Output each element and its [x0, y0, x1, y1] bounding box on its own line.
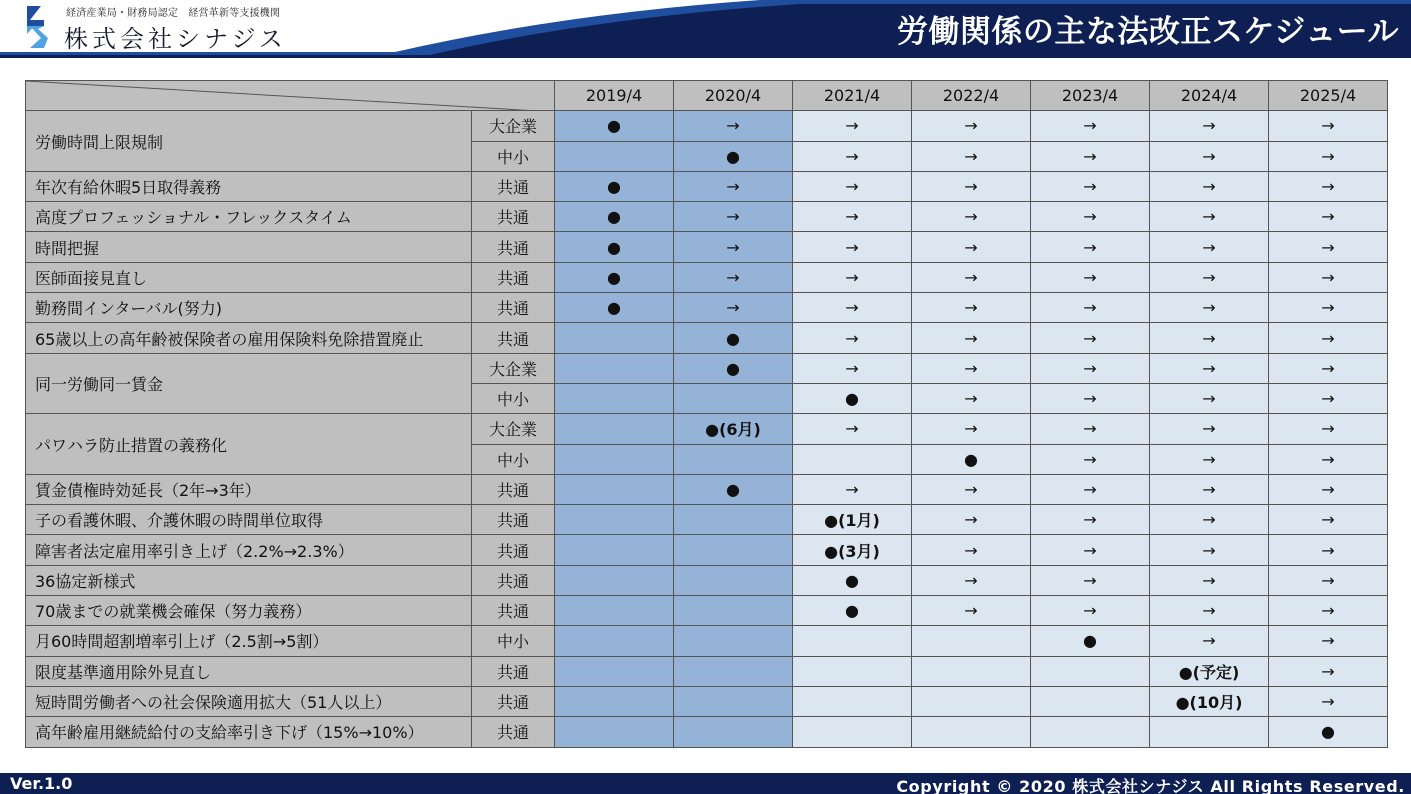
law-item-label: 勤務間インターバル(努力) — [26, 293, 472, 323]
schedule-cell-2020-4 — [674, 565, 793, 595]
schedule-cell-2021-4: ● — [793, 383, 912, 413]
schedule-cell-2023-4: → — [1031, 262, 1150, 292]
schedule-cell-2019-4 — [555, 414, 674, 444]
schedule-cell-2020-4: ● — [674, 141, 793, 171]
company-scope-label: 共通 — [472, 474, 555, 504]
law-item-label: 医師面接見直し — [26, 262, 472, 292]
law-item-label: 短時間労働者への社会保険適用拡大（51人以上） — [26, 686, 472, 716]
schedule-cell-2020-4 — [674, 505, 793, 535]
schedule-cell-2023-4: → — [1031, 111, 1150, 141]
company-scope-label: 中小 — [472, 383, 555, 413]
schedule-cell-2025-4: → — [1269, 474, 1388, 504]
schedule-cell-2021-4: → — [793, 414, 912, 444]
schedule-cell-2021-4: → — [793, 141, 912, 171]
schedule-cell-2019-4 — [555, 596, 674, 626]
schedule-cell-2024-4: → — [1150, 383, 1269, 413]
schedule-cell-2019-4 — [555, 383, 674, 413]
company-scope-label: 共通 — [472, 293, 555, 323]
schedule-cell-2025-4: → — [1269, 202, 1388, 232]
schedule-cell-2024-4: → — [1150, 111, 1269, 141]
company-scope-label: 共通 — [472, 656, 555, 686]
schedule-cell-2023-4 — [1031, 717, 1150, 747]
version-label: Ver.1.0 — [10, 774, 73, 793]
schedule-row — [26, 293, 1388, 323]
schedule-cell-2025-4: → — [1269, 505, 1388, 535]
law-item-label: 障害者法定雇用率引き上げ（2.2%→2.3%） — [26, 535, 472, 565]
company-scope-label: 共通 — [472, 505, 555, 535]
schedule-cell-2020-4: → — [674, 232, 793, 262]
schedule-cell-2021-4: ●(3月) — [793, 535, 912, 565]
schedule-row — [26, 232, 1388, 262]
schedule-cell-2024-4: ●(10月) — [1150, 686, 1269, 716]
schedule-cell-2020-4 — [674, 444, 793, 474]
law-item-label: 賃金債権時効延長（2年→3年） — [26, 474, 472, 504]
schedule-row — [26, 111, 1388, 141]
schedule-cell-2022-4: → — [912, 202, 1031, 232]
company-scope-label: 共通 — [472, 535, 555, 565]
schedule-cell-2024-4: → — [1150, 444, 1269, 474]
schedule-cell-2021-4 — [793, 444, 912, 474]
law-item-label: 時間把握 — [26, 232, 472, 262]
schedule-cell-2019-4: ● — [555, 293, 674, 323]
schedule-cell-2021-4: → — [793, 111, 912, 141]
schedule-cell-2019-4: ● — [555, 202, 674, 232]
schedule-cell-2024-4: → — [1150, 323, 1269, 353]
page-header — [0, 0, 1411, 58]
company-scope-label: 大企業 — [472, 414, 555, 444]
schedule-cell-2025-4: → — [1269, 232, 1388, 262]
schedule-row — [26, 626, 1388, 656]
year-header: 2025/4 — [1269, 81, 1388, 111]
company-logo-icon — [22, 4, 52, 52]
schedule-cell-2023-4: → — [1031, 202, 1150, 232]
page-title: 労働関係の主な法改正スケジュール — [896, 14, 1399, 50]
schedule-cell-2024-4: → — [1150, 353, 1269, 383]
schedule-cell-2021-4: ● — [793, 565, 912, 595]
schedule-cell-2025-4: → — [1269, 262, 1388, 292]
schedule-cell-2020-4: → — [674, 111, 793, 141]
schedule-cell-2019-4 — [555, 323, 674, 353]
copyright-text: Copyright © 2020 株式会社シナジス All Rights Reserved. — [896, 777, 1405, 794]
schedule-cell-2019-4 — [555, 474, 674, 504]
law-item-label: 月60時間超割増率引上げ（2.5割→5割） — [26, 626, 472, 656]
schedule-cell-2023-4: → — [1031, 535, 1150, 565]
schedule-cell-2021-4 — [793, 717, 912, 747]
schedule-cell-2020-4: → — [674, 293, 793, 323]
law-item-label: 労働時間上限規制 — [26, 111, 472, 172]
schedule-row — [26, 656, 1388, 686]
schedule-cell-2022-4: → — [912, 535, 1031, 565]
schedule-row — [26, 171, 1388, 201]
law-item-label: 同一労働同一賃金 — [26, 353, 472, 414]
schedule-cell-2020-4: → — [674, 202, 793, 232]
schedule-cell-2020-4: → — [674, 262, 793, 292]
law-item-label: 36協定新様式 — [26, 565, 472, 595]
schedule-cell-2021-4: → — [793, 232, 912, 262]
schedule-cell-2025-4: → — [1269, 293, 1388, 323]
schedule-row — [26, 353, 1388, 383]
schedule-row — [26, 505, 1388, 535]
year-header: 2024/4 — [1150, 81, 1269, 111]
schedule-cell-2021-4: → — [793, 474, 912, 504]
schedule-cell-2022-4: → — [912, 293, 1031, 323]
schedule-row — [26, 717, 1388, 747]
schedule-cell-2022-4 — [912, 686, 1031, 716]
schedule-cell-2022-4: → — [912, 474, 1031, 504]
schedule-cell-2022-4: → — [912, 171, 1031, 201]
schedule-cell-2023-4: → — [1031, 383, 1150, 413]
schedule-cell-2023-4: → — [1031, 414, 1150, 444]
company-scope-label: 大企業 — [472, 353, 555, 383]
schedule-cell-2021-4: → — [793, 353, 912, 383]
company-name: 株式会社シナジス — [64, 25, 287, 53]
year-header: 2022/4 — [912, 81, 1031, 111]
schedule-cell-2019-4 — [555, 444, 674, 474]
schedule-cell-2022-4: → — [912, 353, 1031, 383]
schedule-cell-2020-4: → — [674, 171, 793, 201]
schedule-row — [26, 323, 1388, 353]
company-scope-label: 共通 — [472, 262, 555, 292]
schedule-cell-2025-4: → — [1269, 444, 1388, 474]
company-scope-label: 共通 — [472, 686, 555, 716]
schedule-cell-2020-4: ● — [674, 353, 793, 383]
schedule-row — [26, 262, 1388, 292]
law-item-label: 高年齢雇用継続給付の支給率引き下げ（15%→10%） — [26, 717, 472, 747]
schedule-cell-2025-4: → — [1269, 686, 1388, 716]
schedule-cell-2021-4: → — [793, 293, 912, 323]
schedule-cell-2021-4 — [793, 626, 912, 656]
schedule-cell-2021-4: → — [793, 171, 912, 201]
schedule-cell-2023-4: → — [1031, 323, 1150, 353]
schedule-cell-2025-4: → — [1269, 626, 1388, 656]
year-header: 2021/4 — [793, 81, 912, 111]
company-scope-label: 共通 — [472, 565, 555, 595]
schedule-cell-2021-4: → — [793, 202, 912, 232]
schedule-cell-2022-4 — [912, 626, 1031, 656]
schedule-cell-2024-4: → — [1150, 505, 1269, 535]
law-revision-schedule-table — [25, 80, 1388, 748]
schedule-cell-2022-4 — [912, 656, 1031, 686]
schedule-cell-2019-4: ● — [555, 171, 674, 201]
schedule-cell-2019-4 — [555, 141, 674, 171]
schedule-cell-2023-4: → — [1031, 444, 1150, 474]
schedule-cell-2021-4: → — [793, 323, 912, 353]
schedule-cell-2021-4 — [793, 686, 912, 716]
schedule-cell-2022-4: → — [912, 323, 1031, 353]
schedule-cell-2025-4: → — [1269, 323, 1388, 353]
schedule-cell-2024-4: ●(予定) — [1150, 656, 1269, 686]
schedule-cell-2022-4: → — [912, 232, 1031, 262]
schedule-cell-2024-4: → — [1150, 262, 1269, 292]
corner-cell — [26, 81, 555, 111]
schedule-row — [26, 565, 1388, 595]
schedule-cell-2025-4: → — [1269, 596, 1388, 626]
company-scope-label: 共通 — [472, 717, 555, 747]
schedule-cell-2022-4: → — [912, 565, 1031, 595]
schedule-cell-2019-4 — [555, 686, 674, 716]
company-scope-label: 中小 — [472, 444, 555, 474]
company-scope-label: 中小 — [472, 626, 555, 656]
schedule-cell-2024-4: → — [1150, 626, 1269, 656]
schedule-cell-2020-4: ●(6月) — [674, 414, 793, 444]
schedule-cell-2024-4: → — [1150, 474, 1269, 504]
law-item-label: 年次有給休暇5日取得義務 — [26, 171, 472, 201]
schedule-cell-2019-4 — [555, 717, 674, 747]
schedule-cell-2021-4: ● — [793, 596, 912, 626]
schedule-cell-2020-4: ● — [674, 323, 793, 353]
schedule-row — [26, 596, 1388, 626]
schedule-cell-2022-4: → — [912, 383, 1031, 413]
schedule-cell-2022-4: → — [912, 262, 1031, 292]
year-header-row — [26, 81, 1388, 111]
schedule-cell-2024-4: → — [1150, 414, 1269, 444]
year-header: 2019/4 — [555, 81, 674, 111]
schedule-row — [26, 414, 1388, 444]
schedule-cell-2023-4: → — [1031, 232, 1150, 262]
company-scope-label: 大企業 — [472, 111, 555, 141]
schedule-cell-2019-4: ● — [555, 111, 674, 141]
schedule-cell-2020-4 — [674, 535, 793, 565]
schedule-cell-2023-4: → — [1031, 474, 1150, 504]
schedule-cell-2025-4: → — [1269, 565, 1388, 595]
schedule-cell-2024-4: → — [1150, 535, 1269, 565]
schedule-cell-2023-4: → — [1031, 565, 1150, 595]
schedule-row — [26, 474, 1388, 504]
schedule-row — [26, 202, 1388, 232]
schedule-cell-2023-4: → — [1031, 596, 1150, 626]
schedule-cell-2024-4: → — [1150, 141, 1269, 171]
schedule-cell-2020-4 — [674, 626, 793, 656]
schedule-cell-2022-4: → — [912, 141, 1031, 171]
schedule-cell-2019-4: ● — [555, 232, 674, 262]
schedule-cell-2025-4: → — [1269, 656, 1388, 686]
schedule-row — [26, 535, 1388, 565]
schedule-cell-2022-4: → — [912, 111, 1031, 141]
schedule-cell-2020-4 — [674, 383, 793, 413]
schedule-cell-2020-4 — [674, 656, 793, 686]
law-item-label: 高度プロフェッショナル・フレックスタイム — [26, 202, 472, 232]
schedule-cell-2024-4: → — [1150, 293, 1269, 323]
law-item-label: 子の看護休暇、介護休暇の時間単位取得 — [26, 505, 472, 535]
company-scope-label: 中小 — [472, 141, 555, 171]
schedule-cell-2023-4 — [1031, 686, 1150, 716]
schedule-cell-2022-4: ● — [912, 444, 1031, 474]
schedule-cell-2025-4: → — [1269, 535, 1388, 565]
schedule-cell-2021-4: → — [793, 262, 912, 292]
schedule-cell-2024-4: → — [1150, 202, 1269, 232]
diagonal-divider — [26, 81, 555, 111]
company-scope-label: 共通 — [472, 232, 555, 262]
company-scope-label: 共通 — [472, 171, 555, 201]
year-header: 2020/4 — [674, 81, 793, 111]
schedule-cell-2025-4: → — [1269, 414, 1388, 444]
schedule-cell-2019-4 — [555, 535, 674, 565]
schedule-cell-2023-4: → — [1031, 171, 1150, 201]
schedule-cell-2025-4: → — [1269, 383, 1388, 413]
schedule-cell-2025-4: → — [1269, 141, 1388, 171]
schedule-cell-2020-4 — [674, 596, 793, 626]
certification-text: 経済産業局・財務局認定 経営革新等支援機関 — [66, 8, 281, 19]
schedule-cell-2020-4 — [674, 686, 793, 716]
company-scope-label: 共通 — [472, 323, 555, 353]
schedule-cell-2020-4: ● — [674, 474, 793, 504]
schedule-cell-2025-4: → — [1269, 171, 1388, 201]
schedule-cell-2021-4 — [793, 656, 912, 686]
schedule-cell-2025-4: → — [1269, 353, 1388, 383]
schedule-cell-2023-4 — [1031, 656, 1150, 686]
page-footer — [0, 773, 1411, 794]
schedule-cell-2022-4: → — [912, 414, 1031, 444]
schedule-cell-2022-4: → — [912, 505, 1031, 535]
schedule-cell-2019-4 — [555, 656, 674, 686]
schedule-cell-2019-4: ● — [555, 262, 674, 292]
schedule-cell-2022-4 — [912, 717, 1031, 747]
law-item-label: 65歳以上の高年齢被保険者の雇用保険料免除措置廃止 — [26, 323, 472, 353]
schedule-cell-2019-4 — [555, 353, 674, 383]
company-scope-label: 共通 — [472, 596, 555, 626]
schedule-cell-2025-4: → — [1269, 111, 1388, 141]
schedule-cell-2019-4 — [555, 565, 674, 595]
schedule-cell-2024-4: → — [1150, 171, 1269, 201]
law-item-label: 70歳までの就業機会確保（努力義務） — [26, 596, 472, 626]
law-item-label: 限度基準適用除外見直し — [26, 656, 472, 686]
schedule-row — [26, 686, 1388, 716]
schedule-cell-2024-4 — [1150, 717, 1269, 747]
schedule-cell-2021-4: ●(1月) — [793, 505, 912, 535]
schedule-cell-2023-4: ● — [1031, 626, 1150, 656]
schedule-cell-2019-4 — [555, 626, 674, 656]
year-header: 2023/4 — [1031, 81, 1150, 111]
schedule-cell-2024-4: → — [1150, 565, 1269, 595]
schedule-cell-2025-4: ● — [1269, 717, 1388, 747]
schedule-cell-2024-4: → — [1150, 232, 1269, 262]
schedule-cell-2022-4: → — [912, 596, 1031, 626]
schedule-cell-2023-4: → — [1031, 141, 1150, 171]
schedule-cell-2020-4 — [674, 717, 793, 747]
schedule-cell-2023-4: → — [1031, 353, 1150, 383]
schedule-cell-2023-4: → — [1031, 293, 1150, 323]
schedule-cell-2023-4: → — [1031, 505, 1150, 535]
company-scope-label: 共通 — [472, 202, 555, 232]
law-item-label: パワハラ防止措置の義務化 — [26, 414, 472, 475]
schedule-cell-2024-4: → — [1150, 596, 1269, 626]
schedule-cell-2019-4 — [555, 505, 674, 535]
schedule-body — [26, 111, 1388, 747]
